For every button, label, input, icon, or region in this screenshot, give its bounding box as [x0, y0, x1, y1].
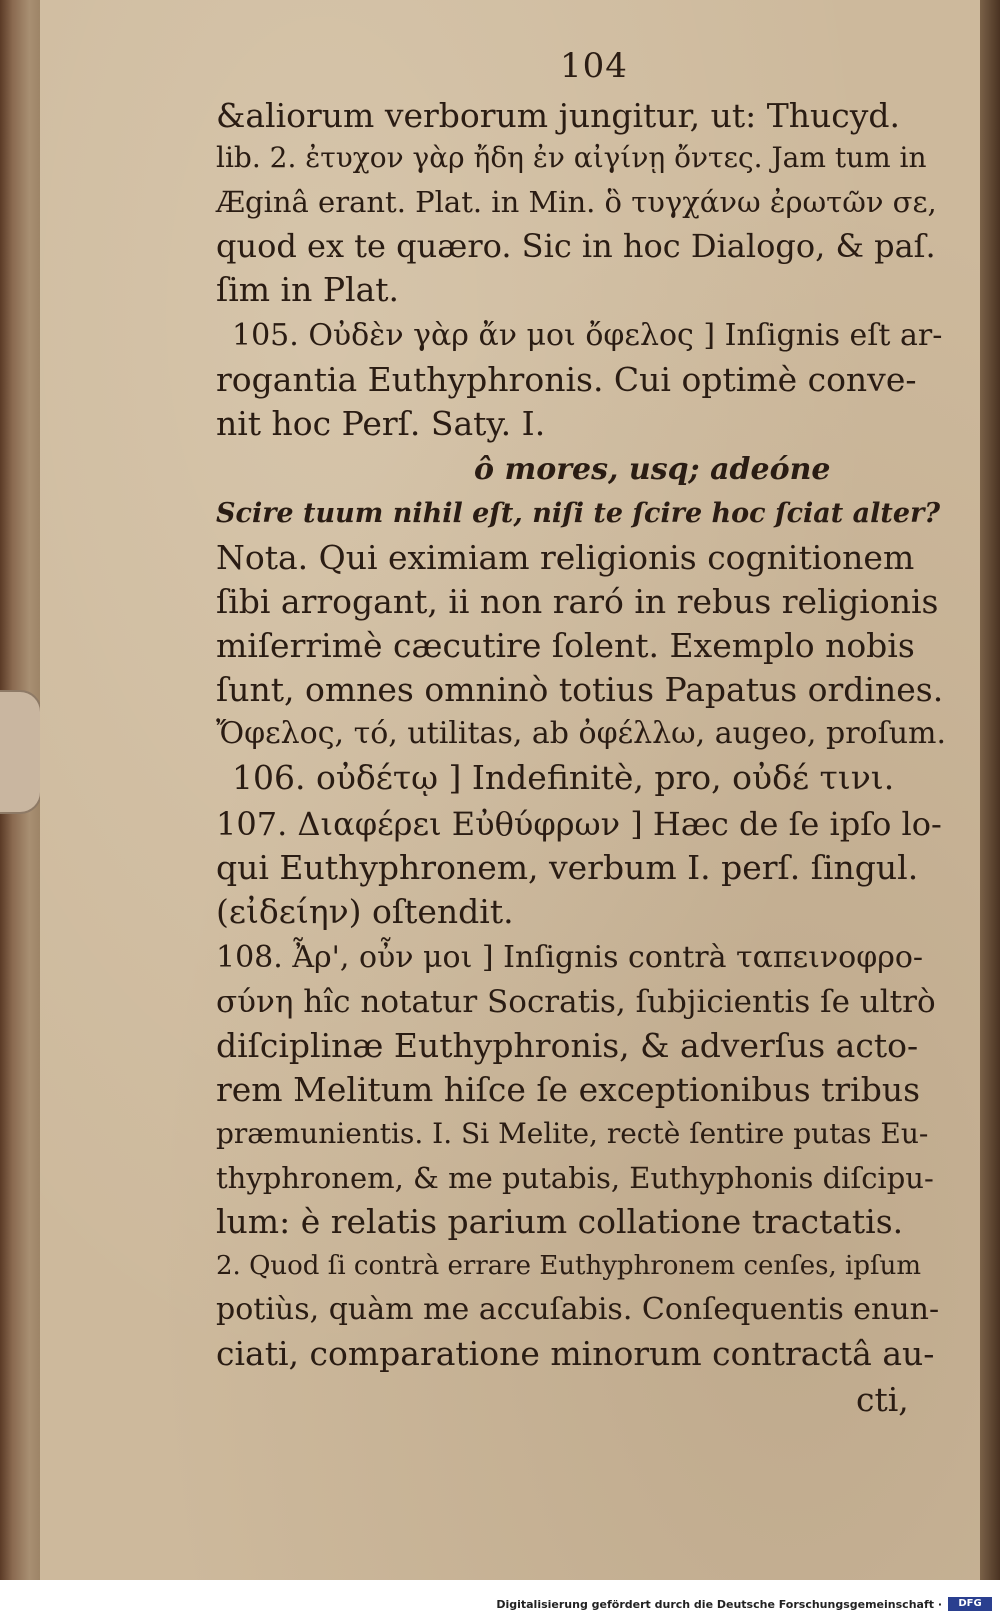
- text-line: thyphronem, & me putabis, Euthyphonis diſcipu-: [216, 1161, 934, 1195]
- text-line: qui Euthyphronem, verbum I. perſ. ſingul.: [216, 848, 919, 887]
- catchword: cti,: [856, 1380, 909, 1419]
- text-line: 106. οὐδέτῳ ] Indefinitè, pro, οὐδέ τινι.: [232, 758, 895, 797]
- text-line: σύνη hîc notatur Socratis, ſubjicientis ſe ultrò: [216, 984, 936, 1020]
- text-line: 2. Quod ſi contrà errare Euthyphronem cenſes, ipſum: [216, 1251, 922, 1281]
- text-line: potiùs, quàm me accuſabis. Conſequentis enun-: [216, 1292, 940, 1327]
- verse-line: ô mores, usq; adeóne: [474, 452, 831, 487]
- text-line: 108. Ἆρ', οὖν μοι ] Inſignis contrà ταπεινοφρο-: [216, 940, 924, 975]
- text-line: diſciplinæ Euthyphronis, & adverſus acto-: [216, 1026, 919, 1065]
- text-line: ſunt, omnes omninò totius Papatus ordines.: [216, 670, 944, 709]
- text-line: 105. Οὐδὲν γὰρ ἄν μοι ὄφελος ] Inſignis eſt ar-: [232, 318, 943, 353]
- text-line: rogantia Euthyphronis. Cui optimè conve-: [216, 360, 917, 399]
- text-line: 107. Διαφέρει Εὐθύφρων ] Hæc de ſe ipſo lo-: [216, 805, 942, 843]
- text-line: lum: è relatis parium collatione tractatis.: [216, 1202, 904, 1241]
- text-line: nit hoc Perſ. Saty. I.: [216, 404, 546, 443]
- page-number: 104: [560, 46, 628, 86]
- text-line: ſibi arrogant, ii non raró in rebus religionis: [216, 582, 939, 621]
- text-line: Æginâ erant. Plat. in Min. ὃ τυγχάνω ἐρωτῶν σε,: [216, 185, 937, 219]
- text-line: Nota. Qui eximiam religionis cognitionem: [216, 538, 915, 577]
- text-line: Ὄφελος, τό, utilitas, ab ὀφέλλω, augeo, proſum.: [216, 716, 947, 751]
- text-line: &aliorum verborum jungitur, ut: Thucyd.: [216, 96, 901, 135]
- text-line: lib. 2. ἐτυχον γὰρ ἤδη ἐν αἰγίνῃ ὄντες. Jam tum in: [216, 141, 927, 174]
- dfg-logo: DFG: [948, 1597, 992, 1611]
- footer-credit: Digitalisierung gefördert durch die Deutsche Forschungsgemeinschaft ·: [496, 1598, 942, 1611]
- text-line: (εἰδείην) oſtendit.: [216, 892, 514, 931]
- page-tab: [0, 690, 42, 814]
- text-line: ciati, comparatione minorum contractâ au-: [216, 1334, 935, 1373]
- text-line: præmunientis. I. Si Melite, rectè ſentire putas Eu-: [216, 1117, 929, 1150]
- text-line: quod ex te quæro. Sic in hoc Dialogo, & paſ.: [216, 227, 936, 265]
- text-line: rem Melitum hiſce ſe exceptionibus tribus: [216, 1070, 921, 1109]
- verse-line: Scire tuum nihil eſt, niſi te ſcire hoc ſciat alter?: [216, 498, 941, 529]
- page-edge: [980, 0, 1000, 1580]
- text-line: miſerrimè cæcutire ſolent. Exemplo nobis: [216, 626, 915, 665]
- text-line: ſim in Plat.: [216, 270, 400, 309]
